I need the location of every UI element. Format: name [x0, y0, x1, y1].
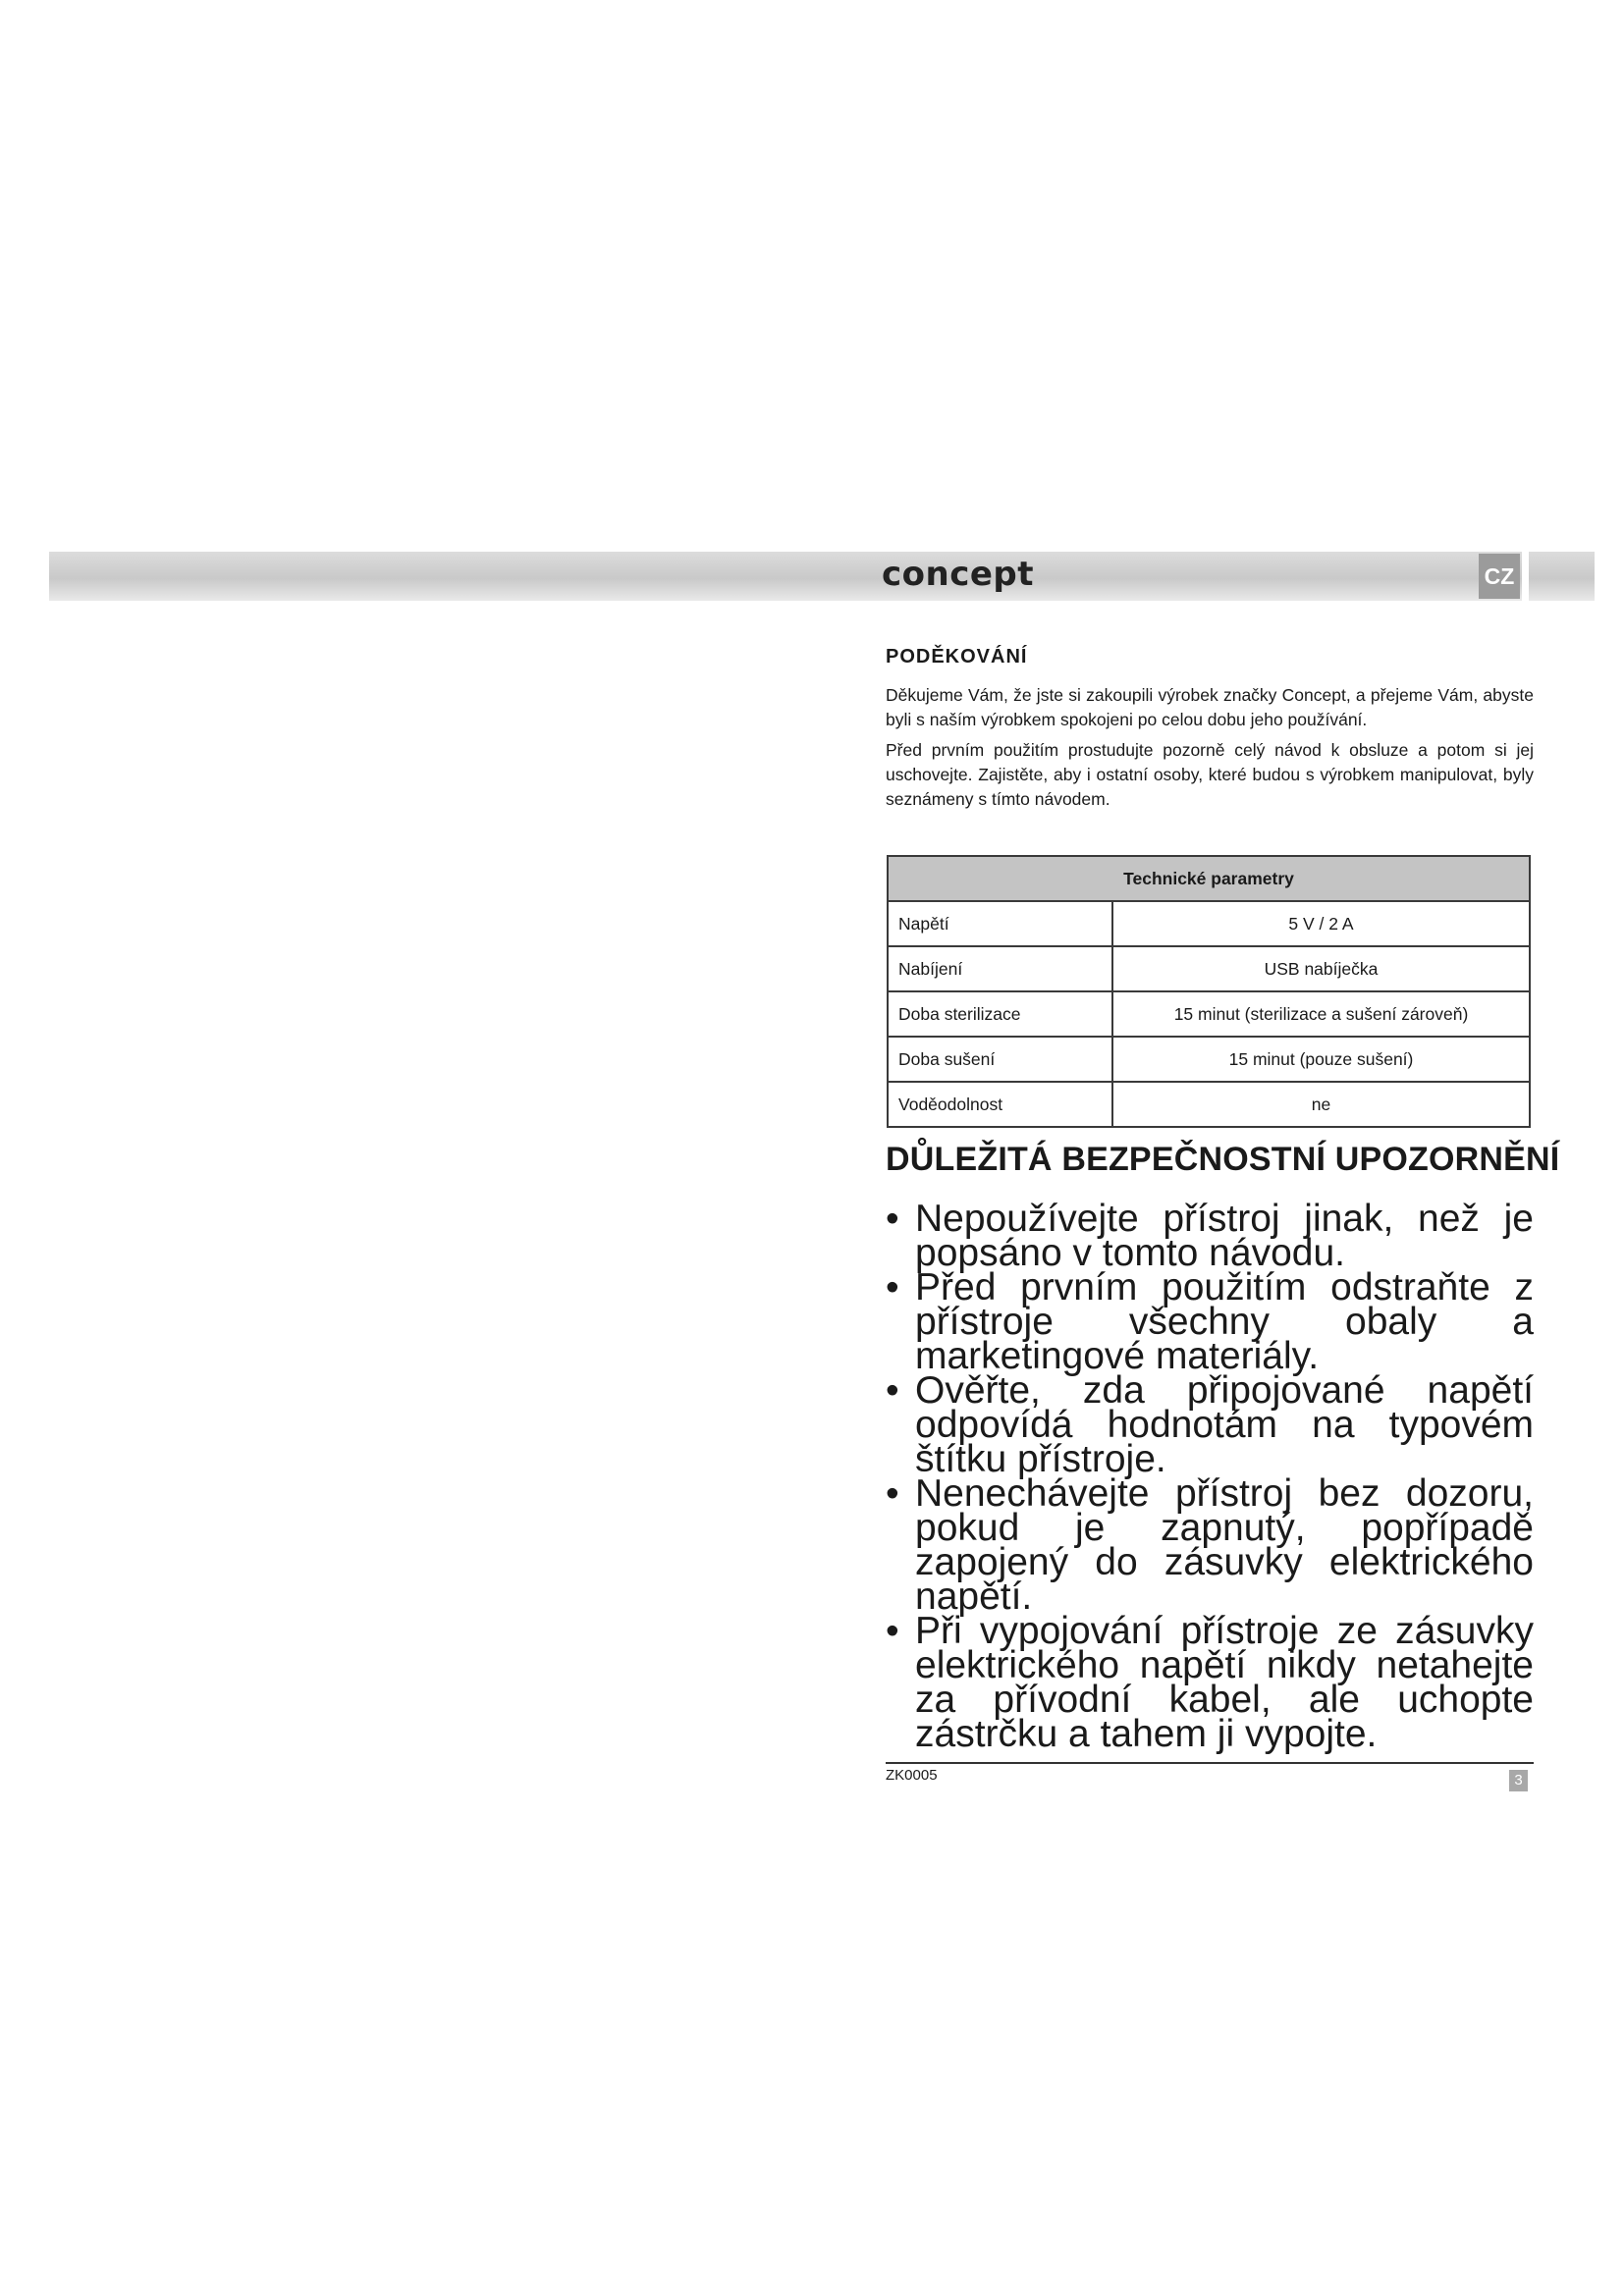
spec-value: 5 V / 2 A	[1112, 901, 1530, 946]
spec-value: USB nabíječka	[1112, 946, 1530, 991]
spec-value: 15 minut (sterilizace a sušení zároveň)	[1112, 991, 1530, 1037]
list-item	[886, 1472, 1534, 1618]
list-item	[886, 1610, 1534, 1755]
safety-title: DŮLEŽITÁ BEZPEČNOSTNÍ UPOZORNĚNÍ	[886, 1141, 1560, 1178]
list-item	[886, 1198, 1534, 1274]
language-badge: CZ	[1479, 554, 1520, 599]
thanks-paragraph-1: Děkujeme Vám, že jste si zakoupili výrobek značky Concept, a přejeme Vám, abyste byli s naším výrobkem spokojeni po celou dobu jeho používání.	[886, 685, 1534, 729]
bullet-icon: •	[886, 1266, 899, 1308]
safety-item-text: Nepoužívejte přístroj jinak, než je popsáno v tomto návodu.	[915, 1198, 1534, 1274]
spec-label: Doba sušení	[888, 1037, 1112, 1082]
bullet-icon: •	[886, 1369, 899, 1412]
header-band	[49, 552, 1595, 601]
thanks-title: PODĚKOVÁNÍ	[886, 646, 1028, 667]
spec-label: Voděodolnost	[888, 1082, 1112, 1127]
spec-value: 15 minut (pouze sušení)	[1112, 1037, 1530, 1082]
safety-item-text: Před prvním použitím odstraňte z přístroje všechny obaly a marketingové materiály.	[915, 1266, 1534, 1377]
list-item	[886, 1369, 1534, 1480]
header-divider	[1522, 552, 1529, 601]
safety-item-text: Ověřte, zda připojované napětí odpovídá hodnotám na typovém štítku přístroje.	[915, 1369, 1534, 1480]
table-row	[888, 1082, 1530, 1127]
table-row	[888, 901, 1530, 946]
spec-label: Nabíjení	[888, 946, 1112, 991]
thanks-paragraph-2: Před prvním použitím prostudujte pozorně celý návod k obsluze a potom si jej uschovejte. Zajistěte, aby i ostatní osoby, které budou s výrobkem manipulovat, byly seznámeny s tímto návodem.	[886, 740, 1534, 809]
footer-divider	[886, 1762, 1534, 1764]
safety-list	[886, 1198, 1534, 1755]
list-item	[886, 1266, 1534, 1377]
model-number: ZK0005	[886, 1767, 938, 1784]
table-row	[888, 991, 1530, 1037]
safety-item-text: Při vypojování přístroje ze zásuvky elektrického napětí nikdy netahejte za přívodní kabel, ale uchopte zástrčku a tahem ji vypojte.	[915, 1610, 1534, 1755]
page-number: 3	[1509, 1770, 1528, 1791]
safety-item-text: Nenechávejte přístroj bez dozoru, pokud je zapnutý, popřípadě zapojený do zásuvky elektrického napětí.	[915, 1472, 1534, 1618]
specs-title: Technické parametry	[888, 856, 1530, 901]
spec-value: ne	[1112, 1082, 1530, 1127]
specs-header-row	[888, 856, 1530, 901]
brand-logo: concept	[882, 555, 1035, 594]
table-row	[888, 946, 1530, 991]
bullet-icon: •	[886, 1198, 899, 1240]
specs-table	[887, 855, 1531, 1128]
spec-label: Doba sterilizace	[888, 991, 1112, 1037]
bullet-icon: •	[886, 1472, 899, 1515]
bullet-icon: •	[886, 1610, 899, 1652]
spec-label: Napětí	[888, 901, 1112, 946]
table-row	[888, 1037, 1530, 1082]
